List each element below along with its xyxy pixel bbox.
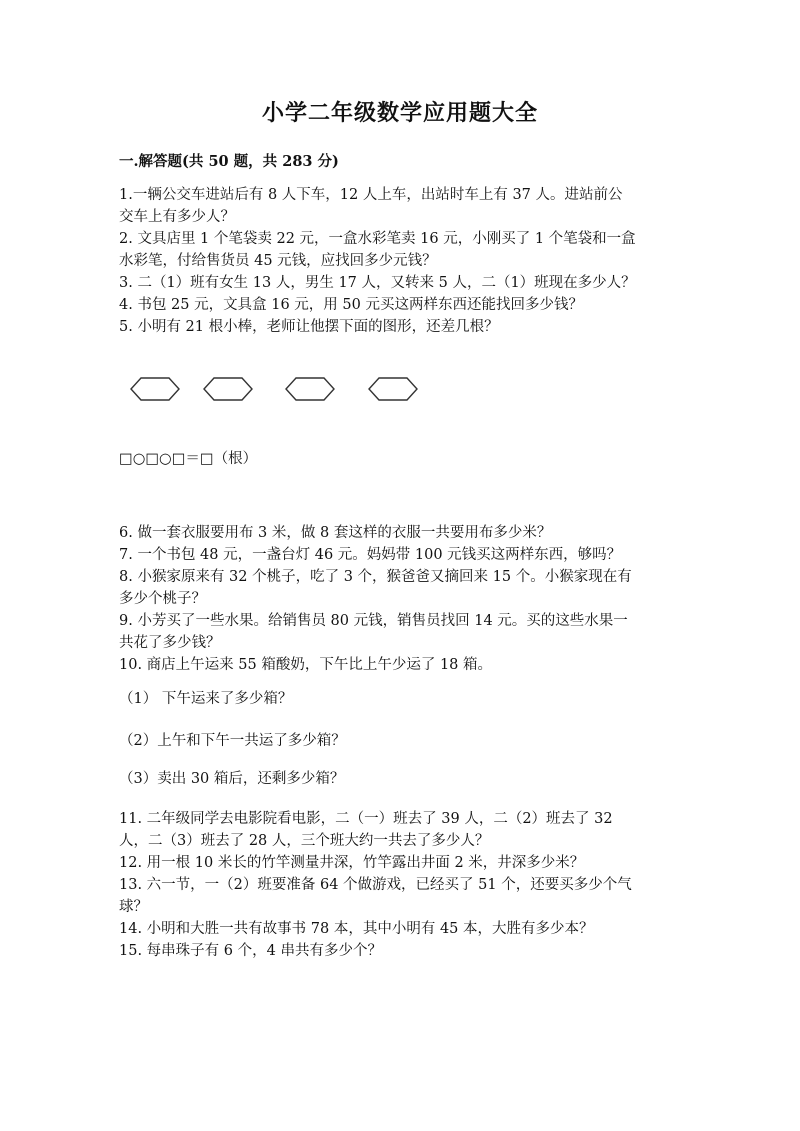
question-line: 12. 用一根 10 米长的竹竿测量井深，竹竿露出井面 2 米，井深多少米？ xyxy=(119,855,585,871)
question-line: 交车上有多少人？ xyxy=(119,209,235,225)
question-line: 水彩笔，付给售货员 45 元钱，应找回多少元钱？ xyxy=(119,253,437,269)
question-line: 1.一辆公交车进站后有 8 人下车，12 人上车，出站时车上有 37 人。进站前公 xyxy=(119,187,623,203)
question-line: 8. 小猴家原来有 32 个桃子，吃了 3 个，猴爸爸又摘回来 15 个。小猴家现在有 xyxy=(119,569,632,585)
question-line: 球？ xyxy=(119,899,148,915)
sub-question-2: （2）上午和下午一共运了多少箱？ xyxy=(119,733,346,749)
question-line: 3. 二（1）班有女生 13 人，男生 17 人，又转来 5 人，二（1）班现在多少人？ xyxy=(119,275,636,291)
question-line: 9. 小芳买了一些水果。给销售员 80 元钱，销售员找回 14 元。买的这些水果一 xyxy=(119,613,628,629)
question-line: 14. 小明和大胜一共有故事书 78 本，其中小明有 45 本，大胜有多少本？ xyxy=(119,921,594,937)
question-line: 共花了多少钱？ xyxy=(119,635,221,651)
question-line: 13. 六一节，一（2）班要准备 64 个做游戏，已经买了 51 个，还要买多少个气 xyxy=(119,877,632,893)
question-line: 多少个桃子？ xyxy=(119,591,206,607)
hexagon-icon xyxy=(204,378,252,400)
question-line: 5. 小明有 21 根小棒，老师让他摆下面的图形，还差几根？ xyxy=(119,319,499,335)
question-line: 2. 文具店里 1 个笔袋卖 22 元，一盒水彩笔卖 16 元，小刚买了 1 个笔袋和一盒 xyxy=(119,231,636,247)
hexagon-figure xyxy=(128,372,428,406)
question-group-11-15 xyxy=(119,808,679,962)
question-line: 6. 做一套衣服要用布 3 米，做 8 套这样的衣服一共要用布多少米？ xyxy=(119,525,552,541)
question-line: 10. 商店上午运来 55 箱酸奶，下午比上午少运了 18 箱。 xyxy=(119,657,493,673)
question-line: 人，二（3）班去了 28 人，三个班大约一共去了多少人？ xyxy=(119,833,490,849)
question-line: 11. 二年级同学去电影院看电影，二（一）班去了 39 人，二（2）班去了 32 xyxy=(119,811,613,827)
question-line: 15. 每串珠子有 6 个，4 串共有多少个？ xyxy=(119,943,382,959)
question-group-6-10 xyxy=(119,522,679,676)
hexagon-icon xyxy=(131,378,179,400)
section-heading: 一.解答题(共 50 题，共 283 分) xyxy=(119,153,339,170)
hexagon-icon xyxy=(369,378,417,400)
sub-question-1: （1） 下午运来了多少箱？ xyxy=(119,691,293,707)
question-line: 7. 一个书包 48 元，一盏台灯 46 元。妈妈带 100 元钱买这两样东西，够吗？ xyxy=(119,547,622,563)
answer-formula: □○□○□＝□（根） xyxy=(119,451,258,467)
page-title: 小学二年级数学应用题大全 xyxy=(261,100,538,126)
question-group-1-5 xyxy=(119,184,679,338)
hexagon-icon xyxy=(286,378,334,400)
question-line: 4. 书包 25 元，文具盒 16 元，用 50 元买这两样东西还能找回多少钱？ xyxy=(119,297,583,313)
sub-question-3: （3）卖出 30 箱后，还剩多少箱？ xyxy=(119,771,345,787)
